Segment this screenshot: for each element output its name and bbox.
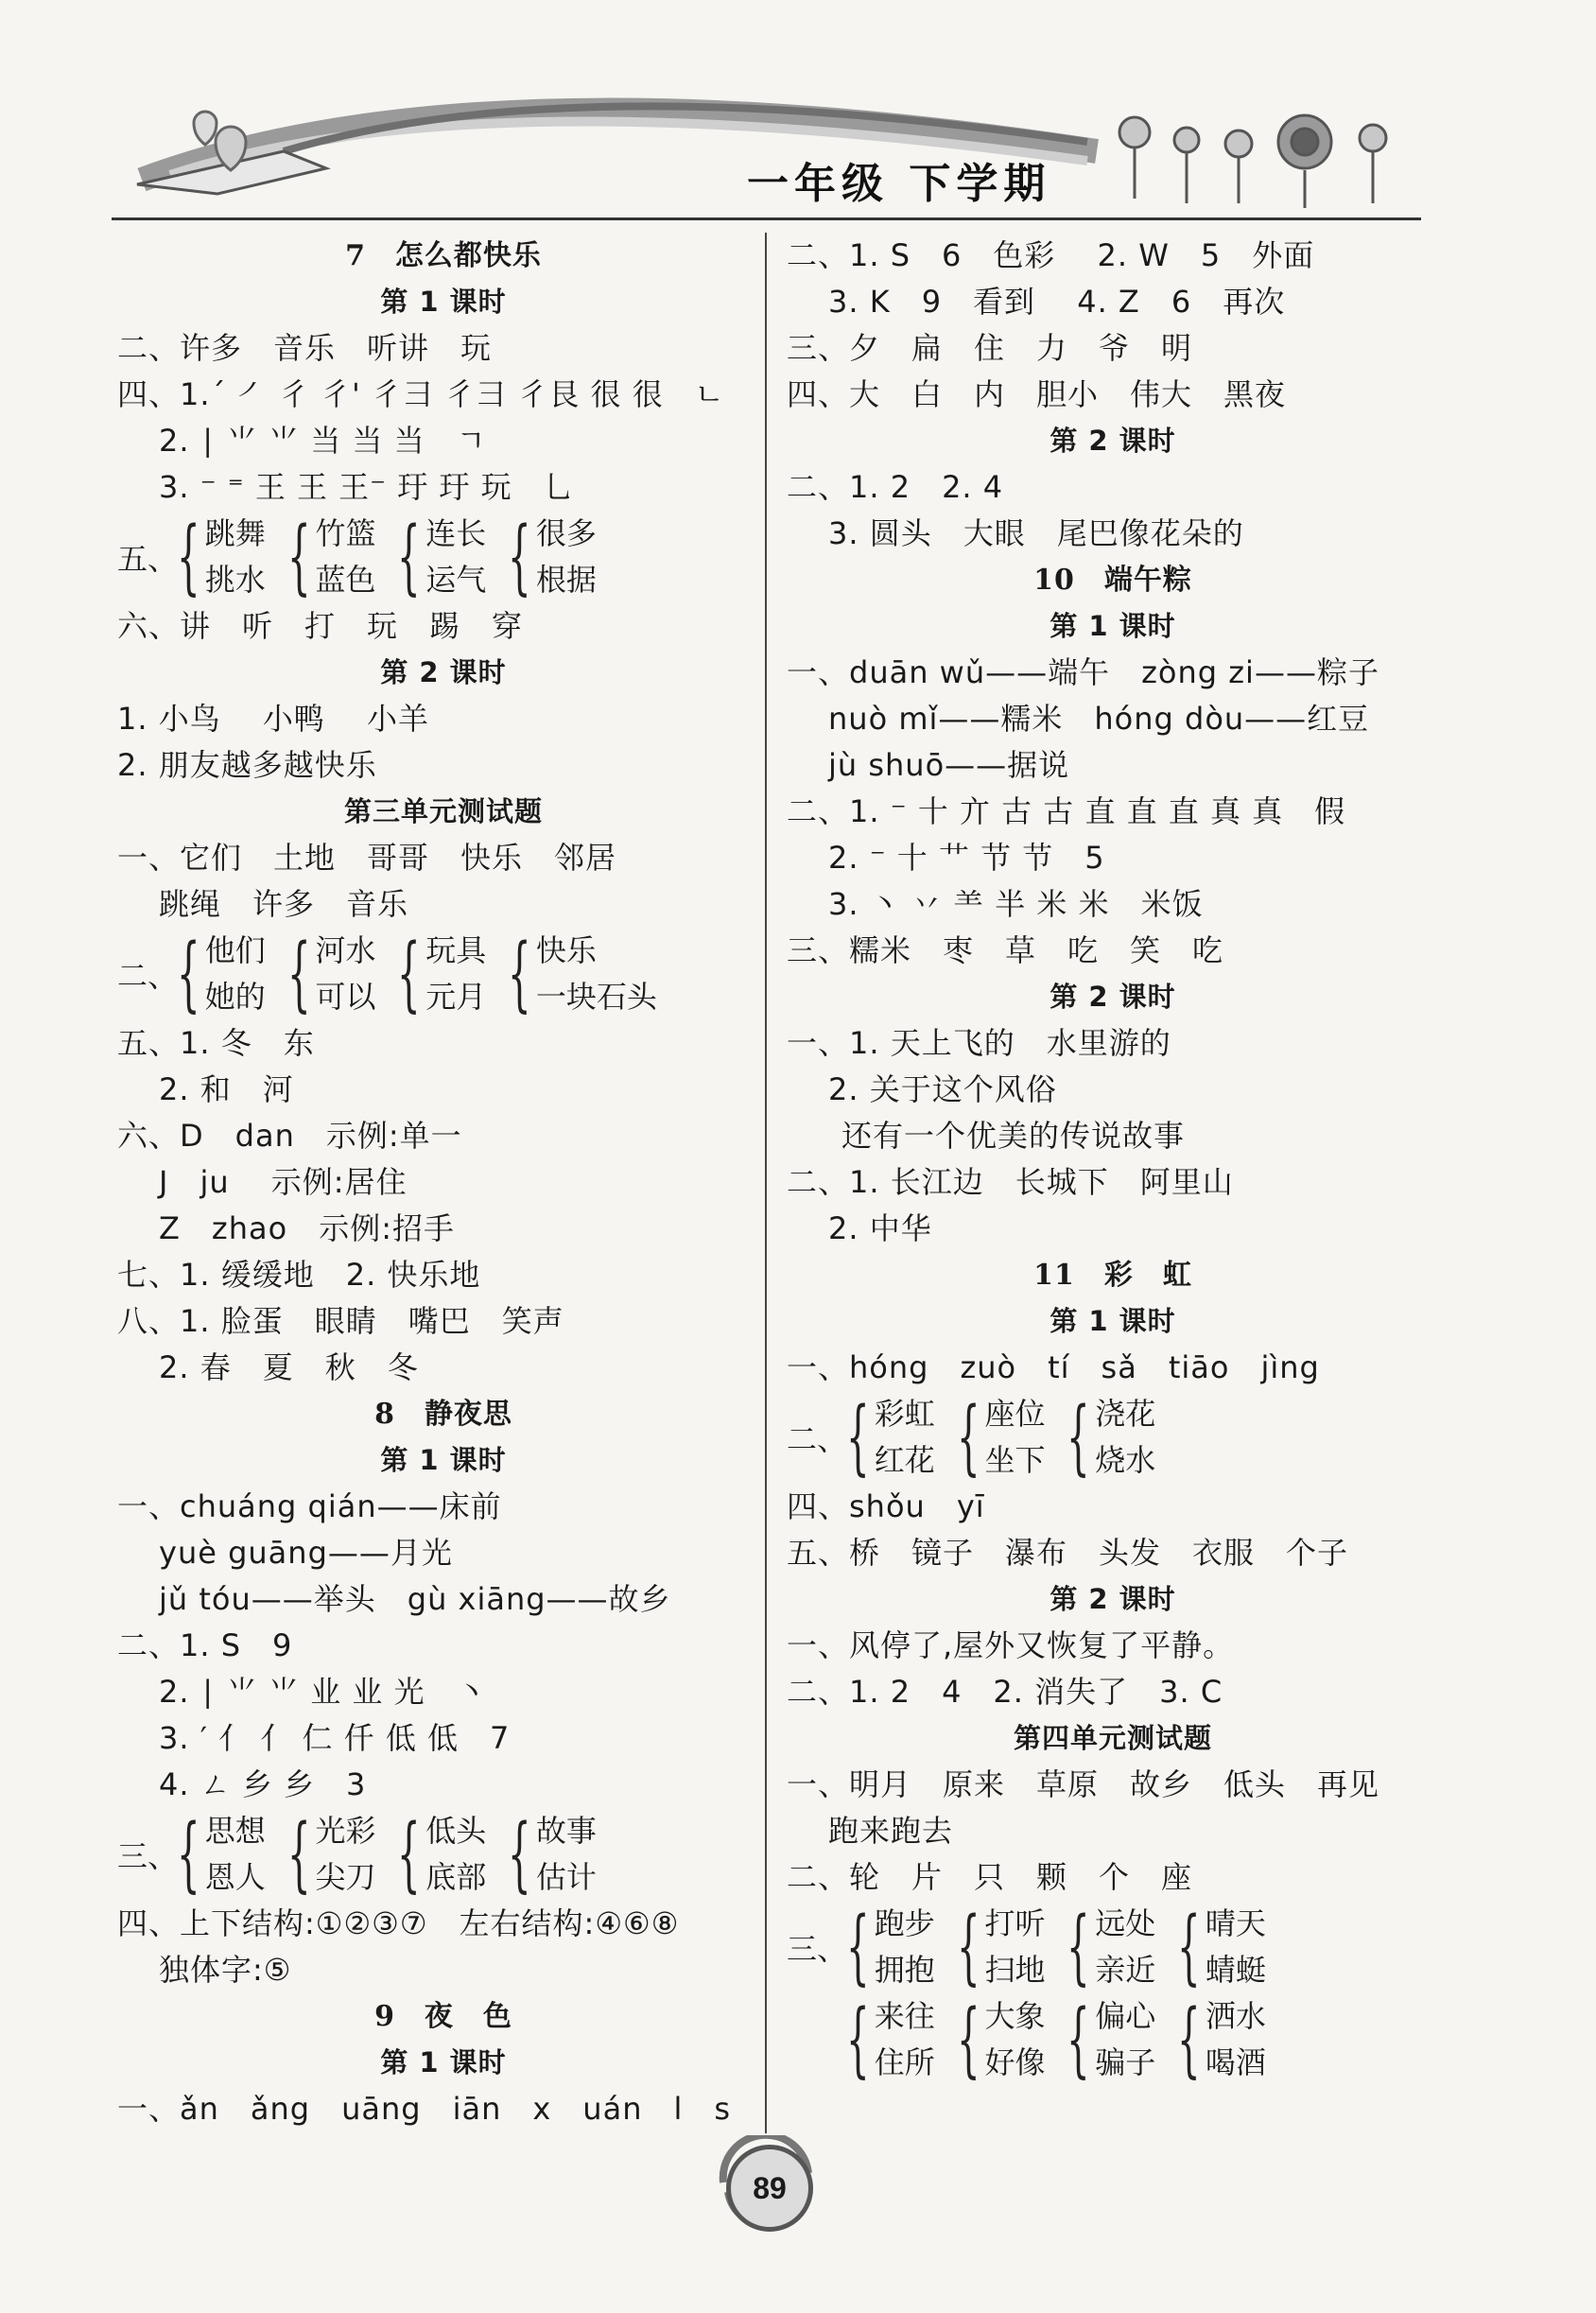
answer-line [117,1345,770,1391]
answer-text: 1. 小鸟 小鸭 小羊 [117,701,430,737]
answer-line [117,1576,770,1623]
page-number: 89 [726,2145,813,2232]
answer-line [117,325,770,372]
answer-line [117,1067,770,1113]
brace-icon: { [1177,1992,1201,2087]
word: 跳舞 [204,515,266,551]
word: 他们 [204,932,266,968]
word: 蓝色 [315,562,376,598]
word: 来往 [874,1998,935,2034]
brace-icon: { [508,927,531,1021]
answer-text: 二、轮 片 只 颗 个 座 [787,1859,1193,1895]
answer-text: 第 1 课时 [1050,1305,1176,1337]
word-pair [954,1391,1046,1484]
word: 运气 [425,562,487,598]
brace-group [117,1808,770,1901]
answer-text: 跑来跑去 [828,1813,954,1849]
word: 座位 [984,1396,1046,1432]
answer-line [117,1901,770,1947]
word: 一块石头 [535,979,657,1015]
word-pair [394,1808,486,1901]
word-pair [505,928,657,1020]
answer-line [117,881,770,928]
brace-icon: { [177,927,200,1021]
word: 挑水 [204,562,266,598]
word-pair [285,1808,376,1901]
answer-line [787,1854,1439,1901]
section-heading [117,2040,770,2086]
brace-icon: { [508,1807,531,1902]
answer-text: 第 1 课时 [380,1444,507,1476]
answer-line [117,696,770,742]
answer-text: 一、风停了,屋外又恢复了平静。 [787,1627,1235,1663]
brace-icon: { [956,1390,980,1485]
answer-text: jù shuō——据说 [828,747,1070,783]
brace-icon: { [286,1807,311,1902]
answer-text: 7 怎么都快乐 [345,239,542,272]
section-heading [787,974,1439,1020]
answer-line [787,1206,1439,1252]
answer-line [787,325,1439,372]
word-pair [394,511,486,603]
word: 思想 [204,1813,266,1849]
word-pair [843,1993,935,2086]
answer-text: 3. 丶 丷 ⺷ 半 米 米 米饭 [828,886,1204,922]
answer-text: 第三单元测试题 [343,795,543,827]
answer-text: 独体字:⑤ [159,1952,292,1988]
section-heading [117,1437,770,1484]
word: 尖刀 [315,1859,376,1895]
answer-text: 二、1. S 6 色彩 2. W 5 外面 [787,237,1315,273]
word: 烧水 [1095,1442,1156,1478]
word-pair [505,511,597,603]
brace-group [117,511,770,603]
answer-line [787,1020,1439,1067]
answer-line [787,742,1439,789]
answer-line [787,1623,1439,1669]
word-pair [174,928,266,1020]
answer-text: 六、D dan 示例:单一 [117,1118,462,1154]
section-heading [117,279,770,325]
brace-group [117,928,770,1020]
answer-text: 3. ′ 亻 亻 仁 仟 低 低 7 [159,1720,511,1756]
word: 好像 [984,2044,1046,2080]
word-pair [394,928,486,1020]
answer-text: 第 2 课时 [380,656,507,688]
brace-icon: { [397,1807,422,1902]
word-pair [843,1391,935,1484]
answer-line [117,835,770,881]
answer-text: 五、桥 镜子 瀑布 头发 衣服 个子 [787,1535,1349,1571]
word: 扫地 [984,1952,1046,1988]
answer-text: 2. 和 河 [159,1071,294,1107]
word: 大象 [984,1998,1046,2034]
answer-text: 一、1. 天上飞的 水里游的 [787,1025,1171,1061]
word: 洒水 [1205,1998,1266,2034]
lesson-title [787,1252,1439,1298]
answer-text: 五、1. 冬 东 [117,1025,315,1061]
word: 远处 [1095,1905,1156,1941]
answer-text: 跳绳 许多 音乐 [159,886,409,922]
header-rule [112,217,1421,220]
brace-icon: { [956,1900,980,1994]
word: 蜻蜓 [1205,1952,1266,1988]
answer-text: 2. ∣ ⺌ ⺌ 当 当 当 ㄱ [159,423,487,459]
brace-icon: { [1067,1992,1091,2087]
answer-line [787,1484,1439,1530]
word-pair [1174,1993,1266,2086]
answer-line [117,1530,770,1576]
section-heading [787,1576,1439,1623]
answer-text: yuè guāng——月光 [159,1535,453,1571]
question-number: 二、 [117,958,179,994]
answer-text: 3. K 9 看到 4. Z 6 再次 [828,284,1286,320]
answer-line [117,1947,770,1993]
brace-icon: { [508,510,531,604]
section-heading [787,603,1439,650]
answer-line [117,1715,770,1762]
answer-text: 一、它们 土地 哥哥 快乐 邻居 [117,840,617,876]
word: 住所 [874,2044,935,2080]
answer-line [787,1530,1439,1576]
answer-line [787,1762,1439,1808]
word: 底部 [425,1859,487,1895]
section-heading [787,1298,1439,1345]
heart-icon [194,112,217,145]
word: 彩虹 [874,1396,935,1432]
word-pair [954,1901,1046,1993]
answer-line [787,511,1439,557]
word-pair [954,1993,1046,2086]
answer-text: nuò mǐ——糯米 hóng dòu——红豆 [828,701,1370,737]
answer-text: 第 2 课时 [1050,1583,1176,1615]
word-pair [285,928,376,1020]
answer-text: 第 1 课时 [380,2046,507,2078]
answer-text: 一、chuáng qián——床前 [117,1488,502,1524]
word-pair [843,1901,935,1993]
answer-text: 第 2 课时 [1050,425,1176,457]
answer-text: 第 1 课时 [380,286,507,318]
left-column [117,233,770,2132]
answer-line [117,1484,770,1530]
word: 故事 [535,1813,597,1849]
answer-line [787,789,1439,835]
answer-line [117,1298,770,1345]
brace-icon: { [397,510,422,604]
answer-line [117,1020,770,1067]
word: 晴天 [1205,1905,1266,1941]
word-pair [1064,1993,1155,2086]
word-pair [174,1808,266,1901]
answer-text: 3. 圆头 大眼 尾巴像花朵的 [828,515,1244,551]
word-pair [174,511,266,603]
answer-text: 11 彩 虹 [1033,1259,1192,1292]
word: 河水 [315,932,376,968]
word: 元月 [425,979,487,1015]
answer-text: 2. ⁻ 十 艹 节 节 5 [828,840,1105,876]
answer-text: 六、讲 听 打 玩 踢 穿 [117,608,524,644]
answer-line [117,1113,770,1159]
answer-line [787,1113,1439,1159]
answer-text: 三、糯米 枣 草 吃 笑 吃 [787,932,1224,968]
answer-line [787,1345,1439,1391]
section-heading [117,650,770,696]
answer-text: 七、1. 缓缓地 2. 快乐地 [117,1257,481,1293]
word: 拥抱 [874,1952,935,1988]
answer-text: 第 2 课时 [1050,981,1176,1013]
brace-group [787,1391,1439,1484]
answer-line [117,1762,770,1808]
answer-text: 二、1. ⁻ 十 亣 古 古 直 直 直 真 真 假 [787,793,1346,829]
answer-text: 一、hóng zuò tí sǎ tiāo jìng [787,1349,1320,1385]
answer-line [787,881,1439,928]
answer-text: 2. 朋友越多越快乐 [117,747,377,783]
grade-title: 一年级 下学期 [747,160,1051,208]
answer-text: 2. 关于这个风俗 [828,1071,1057,1107]
answer-line [117,2086,770,2132]
answer-line [117,1252,770,1298]
word: 连长 [425,515,487,551]
answer-text: Z zhao 示例:招手 [159,1210,455,1246]
answer-text: 八、1. 脸蛋 眼睛 嘴巴 笑声 [117,1303,564,1339]
word: 低头 [425,1813,487,1849]
lesson-title [787,557,1439,603]
answer-line [117,1669,770,1715]
brace-icon: { [177,510,200,604]
word-pair [1064,1391,1155,1484]
word: 快乐 [535,932,597,968]
word: 亲近 [1095,1952,1156,1988]
brace-icon: { [286,510,311,604]
page-header [0,0,1596,227]
brace-icon: { [1177,1900,1201,1994]
answer-line [117,603,770,650]
word: 可以 [315,979,376,1015]
column-divider [765,233,767,2133]
section-heading [787,418,1439,464]
flower-icons [1119,115,1386,208]
answer-text: 四、大 白 内 胆小 伟大 黑夜 [787,376,1287,412]
answer-line [787,650,1439,696]
answer-line [787,1067,1439,1113]
answer-text: 还有一个优美的传说故事 [841,1118,1186,1154]
brace-icon: { [846,1390,870,1485]
answer-line [787,372,1439,418]
answer-line [787,464,1439,511]
question-number: 三、 [117,1838,179,1874]
brace-icon: { [846,1992,870,2087]
answer-text: 第四单元测试题 [1013,1722,1212,1754]
word-pair [505,1808,597,1901]
answer-text: 二、1. S 9 [117,1627,293,1663]
answer-text: 四、shǒu yī [787,1488,985,1524]
brace-icon: { [956,1992,980,2087]
word: 她的 [204,979,266,1015]
answer-text: 3. ⁻ ⁼ 王 王 王⁻ 玗 玗 玩 乚 [159,469,575,505]
answer-text: 二、1. 长江边 长城下 阿里山 [787,1164,1234,1200]
answer-text: 一、明月 原来 草原 故乡 低头 再见 [787,1766,1380,1802]
answer-text: 2. 中华 [828,1210,932,1246]
answer-line [117,1623,770,1669]
word: 光彩 [315,1813,376,1849]
word: 估计 [535,1859,597,1895]
word-pair [285,511,376,603]
word: 跑步 [874,1905,935,1941]
answer-line [787,1669,1439,1715]
answer-text: jǔ tóu——举头 gù xiāng——故乡 [159,1581,671,1617]
brace-icon: { [1067,1900,1091,1994]
brace-icon: { [177,1807,200,1902]
word: 打听 [984,1905,1046,1941]
lesson-title [117,1993,770,2040]
answer-line [787,1159,1439,1206]
answer-text: 2. ∣ ⺌ ⺌ 业 业 光 丶 [159,1674,488,1710]
answer-text: 二、1. 2 2. 4 [787,469,1004,505]
word: 竹篮 [315,515,376,551]
answer-text: 10 端午粽 [1033,564,1192,597]
answer-text: 二、1. 2 4 2. 消失了 3. C [787,1674,1223,1710]
brace-icon: { [286,927,311,1021]
word: 偏心 [1095,1998,1156,2034]
word-pair [1174,1901,1266,1993]
answer-line [787,279,1439,325]
word: 玩具 [425,932,487,968]
answer-line [787,835,1439,881]
answer-line [117,1159,770,1206]
section-heading [117,789,770,835]
answer-text: 4. ㄥ 乡 乡 3 [159,1766,367,1802]
answer-text: 一、duān wǔ——端午 zòng zi——粽子 [787,654,1379,690]
answer-line [117,418,770,464]
word: 喝酒 [1205,2044,1266,2080]
answer-line [117,1206,770,1252]
word-pair [1064,1901,1155,1993]
answer-line [787,696,1439,742]
brace-group [787,1901,1439,1993]
question-number: 三、 [787,1931,848,1967]
answer-line [787,928,1439,974]
answer-line [787,1808,1439,1854]
right-column [787,233,1439,2086]
answer-line [787,233,1439,279]
answer-text: 第 1 课时 [1050,610,1176,642]
answer-text: 四、1.´ ㇒ 彳 彳' 彳彐 彳彐 彳艮 很 很 ㄴ [117,376,725,412]
section-heading [787,1715,1439,1762]
brace-icon: { [397,927,422,1021]
lesson-title [117,233,770,279]
brace-icon: { [1067,1390,1091,1485]
brace-icon: { [846,1900,870,1994]
brace-group [787,1993,1439,2086]
answer-line [117,464,770,511]
word: 坐下 [984,1442,1046,1478]
word: 骗子 [1095,2044,1156,2080]
word: 很多 [535,515,597,551]
word: 根据 [535,562,597,598]
word: 浇花 [1095,1396,1156,1432]
question-number: 二、 [787,1421,848,1457]
answer-text: 四、上下结构:①②③⑦ 左右结构:④⑥⑧ [117,1905,680,1941]
answer-line [117,372,770,418]
answer-text: 一、ǎn ǎng uāng iān x uán l s [117,2091,732,2127]
answer-text: J ju 示例:居住 [159,1164,408,1200]
question-number: 五、 [117,541,179,577]
answer-text: 2. 春 夏 秋 冬 [159,1349,419,1385]
answer-line [117,742,770,789]
word: 红花 [874,1442,935,1478]
answer-text: 9 夜 色 [374,2000,512,2033]
lesson-title [117,1391,770,1437]
answer-text: 三、夕 扁 住 力 爷 明 [787,330,1193,366]
answer-text: 8 静夜思 [374,1398,512,1431]
word: 恩人 [204,1859,266,1895]
answer-text: 二、许多 音乐 听讲 玩 [117,330,493,366]
